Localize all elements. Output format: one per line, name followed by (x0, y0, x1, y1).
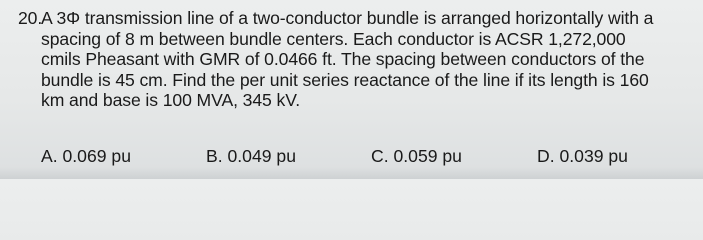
choice-a: A. 0.069 pu (41, 146, 131, 166)
choice-b: B. 0.049 pu (206, 146, 296, 166)
question-text-line-3: cmils Pheasant with GMR of 0.0466 ft. The spacing between conductors of the (41, 49, 645, 70)
choice-c: C. 0.059 pu (371, 146, 462, 166)
question-text-line-1: A 3Φ transmission line of a two-conductor bundle is arranged horizontally with a (41, 8, 654, 28)
question-number: 20. (18, 8, 43, 28)
question-text-line-2: spacing of 8 m between bundle centers. Each conductor is ACSR 1,272,000 (41, 28, 626, 49)
question-first-line (18, 8, 698, 29)
question-text-line-5: km and base is 100 MVA, 345 kV. (41, 90, 301, 111)
question-block (18, 8, 698, 111)
answer-choices (0, 145, 703, 167)
choice-d: D. 0.039 pu (537, 146, 628, 166)
question-text-line-4: bundle is 45 cm. Find the per unit series reactance of the line if its length is 160 (41, 69, 649, 90)
page-bottom-shadow (0, 167, 703, 179)
